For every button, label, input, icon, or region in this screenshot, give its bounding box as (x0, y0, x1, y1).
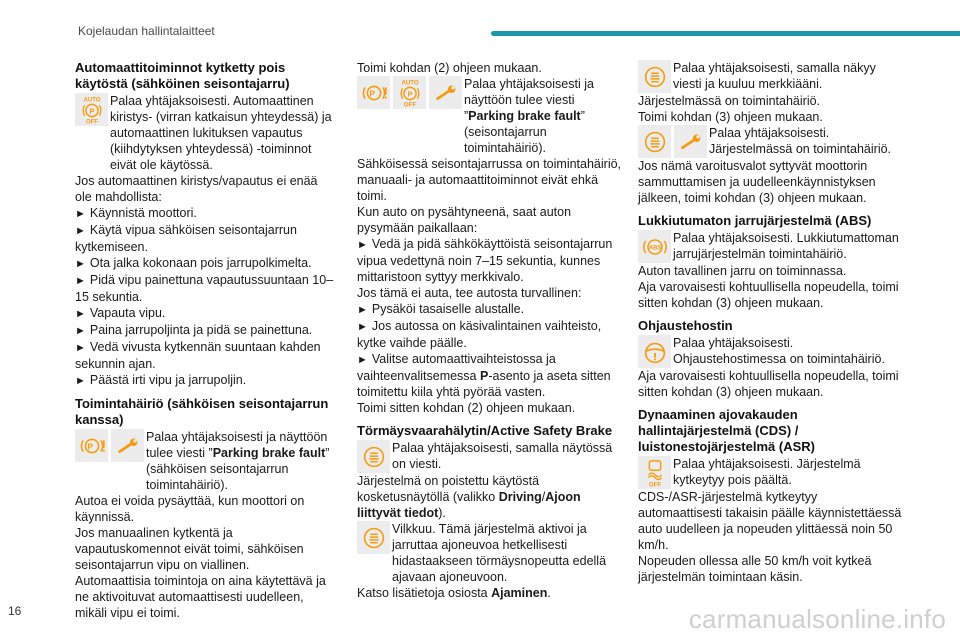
list-item: ► Pysäköi tasaiselle alustalle. (357, 302, 525, 316)
parking-fault-indicator-row (357, 76, 623, 156)
cds-indicator-row (638, 456, 902, 489)
stability-control-off-icon (638, 456, 671, 489)
arrow-icon: ► (75, 258, 86, 270)
collision-fault-row (638, 60, 902, 93)
list-item: ► Ota jalka kokonaan pois jarrupolkimelta. (75, 256, 312, 270)
auto-p-off-icon (75, 93, 108, 126)
service-wrench-icon (111, 429, 144, 462)
collision-p1: Järjestelmä on poistettu käytöstä kosketusnäytöllä (valikko Driving/Ajoon liittyvät tiedot). (357, 474, 581, 520)
collision-warning-icon (357, 521, 390, 554)
collision-indicator-row (357, 440, 623, 473)
page-header (0, 0, 960, 52)
watermark: carmanualsonline.info (688, 604, 946, 634)
steering-p1: Aja varovaisesti kohtuullisella nopeudella, toimi sitten kohdan (3) ohjeen mukaan. (638, 369, 899, 399)
page-number: 16 (8, 604, 22, 618)
fault-p2: Jos manuaalinen kytkentä ja vapautuskomennot eivät toimi, sähköisen seisontajarrun vipu on viallinen. (75, 526, 304, 572)
collision-warning-icon (638, 125, 671, 158)
arrow-icon: ► (75, 275, 86, 287)
fault-p3: Automaattisia toimintoja on aina käytettävä ja ne aktivoituvat automaattisesti uudelleen, mikäli vipu ei toimi. (75, 574, 326, 620)
list-item: ► Vapauta vipu. (75, 306, 166, 320)
col2-p3: Jos tämä ei auta, tee autosta turvallinen: (357, 286, 582, 300)
collision-p2: Katso lisätietoja osiosta Ajaminen. (357, 586, 551, 600)
heading-collision-warning: Törmäysvaarahälytin/Active Safety Brake (357, 423, 613, 438)
auto-off-description: Palaa yhtäjaksoisesti. Automaattinen kiristys- (virran katkaisun yhteydessä) ja automaattinen lukituksen vapautus (kiihdytyksen yhteydessä) -toiminnot eivät ole käytössä. (110, 94, 332, 172)
collision-description: Palaa yhtäjaksoisesti, samalla näytössä on viesti. (392, 441, 613, 471)
section-title: Kojelaudan hallintalaitteet (78, 24, 215, 38)
abs-icon (638, 230, 671, 263)
parking-brake-warning-icon (75, 429, 108, 462)
collision-flashing-row (357, 521, 623, 585)
steering-wheel-warning-icon (638, 335, 671, 368)
list-item: ► Paina jarrupoljinta ja pidä se painettuna. (75, 323, 313, 337)
heading-cds-asr: Dynaaminen ajovakauden hallintajärjestelmä (CDS) / luistonestojärjestelmä (ASR) (638, 407, 815, 454)
col2-p1: Sähköisessä seisontajarrussa on toimintahäiriö, manuaali- ja automaattitoiminnot eivät ehkä toimi. (357, 157, 622, 203)
auto-p1: Jos automaattinen kiristys/vapautus ei enää ole mahdollista: (75, 174, 318, 204)
heading-auto-functions-off: Automaattitoiminnot kytketty pois käytöstä (sähköinen seisontajarru) (75, 60, 290, 91)
col3-p1: Järjestelmässä on toimintahäiriö. (638, 94, 821, 108)
collision-wrench-description: Palaa yhtäjaksoisesti. Järjestelmässä on toimintahäiriö. (709, 126, 892, 156)
arrow-icon: ► (357, 239, 368, 251)
parking-brake-warning-icon (357, 76, 390, 109)
col3-p3: Jos nämä varoitusvalot syttyvät moottorin sammuttamisen ja uudelleenkäynnistyksen jälkeen, toimi kohdan (3) ohjeen mukaan. (638, 159, 876, 205)
col2-intro: Toimi kohdan (2) ohjeen mukaan. (357, 61, 542, 75)
steering-indicator-row (638, 335, 902, 368)
fault-description: Palaa yhtäjaksoisesti ja näyttöön tulee viesti ”Parking brake fault” (sähköisen seisontajarrun toimintahäiriö). (146, 430, 330, 492)
service-wrench-icon (429, 76, 462, 109)
heading-power-steering: Ohjaustehostin (638, 318, 733, 333)
collision-warning-icon (638, 60, 671, 93)
service-wrench-icon (674, 125, 707, 158)
steering-description: Palaa yhtäjaksoisesti. Ohjaustehostimessa on toimintahäiriö. (673, 336, 885, 366)
collision-flashing-description: Vilkkuu. Tämä järjestelmä aktivoi ja jarruttaa ajoneuvoa hetkellisesti hidastaakseen törmäysnopeutta edellä ajavaan ajoneuvoon. (392, 522, 607, 584)
arrow-icon: ► (75, 308, 86, 320)
list-item: ► Käytä vipua sähköisen seisontajarrun kytkemiseen. (75, 223, 297, 254)
collision-warning-icon (357, 440, 390, 473)
col2-p2: Kun auto on pysähtyneenä, saat auton pysymään paikallaan: (357, 205, 572, 235)
arrow-icon: ► (75, 325, 86, 337)
arrow-icon: ► (75, 375, 86, 387)
arrow-icon: ► (357, 304, 368, 316)
list-item: ► Pidä vipu painettuna vapautussuuntaan 10–15 sekuntia. (75, 273, 334, 304)
cds-p2: Nopeuden ollessa alle 50 km/h voit kytkeä järjestelmän toimintaan käsin. (638, 554, 872, 584)
arrow-icon: ► (75, 225, 86, 237)
column-2 (357, 60, 623, 601)
collision-wrench-row (638, 125, 902, 158)
col2-p4: Toimi sitten kohdan (2) ohjeen mukaan. (357, 401, 576, 415)
col3-p2: Toimi kohdan (3) ohjeen mukaan. (638, 110, 823, 124)
heading-abs: Lukkiutumaton jarrujärjestelmä (ABS) (638, 213, 872, 228)
auto-p-off-icon (393, 76, 426, 109)
arrow-icon: ► (357, 321, 368, 333)
header-accent-bar (491, 31, 960, 36)
arrow-icon: ► (357, 354, 368, 366)
list-item: ► Jos autossa on käsivalintainen vaihteisto, kytke vaihde päälle. (357, 319, 602, 350)
list-item: ► Valitse automaattivaihteistossa ja vaihteenvalitsemessa P-asento ja aseta sitten toimitettu kiila yhtä pyörää vasten. (357, 352, 611, 399)
column-1 (75, 60, 337, 621)
abs-p1: Auton tavallinen jarru on toiminnassa. (638, 264, 847, 278)
cds-description: Palaa yhtäjaksoisesti. Järjestelmä kytkeytyy pois päältä. (673, 457, 861, 487)
fault-p1: Autoa ei voida pysäyttää, kun moottori on käynnissä. (75, 494, 305, 524)
list-item: ► Vedä ja pidä sähkökäyttöistä seisontajarrun vipua vedettynä noin 7–15 sekuntia, kunnes mittaristoon syttyy merkkivalo. (357, 237, 613, 284)
fault-indicator-row (75, 429, 337, 493)
cds-p1: CDS-/ASR-järjestelmä kytkeytyy automaattisesti takaisin päälle käynnistettäessä auto uudelleen ja nopeuden ylittäessä noin 50 km/h. (638, 490, 902, 552)
collision-fault-description: Palaa yhtäjaksoisesti, samalla näkyy viesti ja kuuluu merkkiääni. (673, 61, 876, 91)
abs-indicator-row (638, 230, 902, 263)
list-item: ► Vedä vivusta kytkennän suuntaan kahden sekunnin ajan. (75, 340, 321, 371)
heading-parking-brake-fault: Toimintahäiriö (sähköisen seisontajarrun kanssa) (75, 396, 329, 427)
arrow-icon: ► (75, 342, 86, 354)
abs-p2: Aja varovaisesti kohtuullisella nopeudella, toimi sitten kohdan (3) ohjeen mukaan. (638, 280, 899, 310)
list-item: ► Käynnistä moottori. (75, 206, 197, 220)
abs-description: Palaa yhtäjaksoisesti. Lukkiutumattoman jarrujärjestelmän toimintahäiriö. (673, 231, 899, 261)
arrow-icon: ► (75, 208, 86, 220)
parking-fault-description: Palaa yhtäjaksoisesti ja näyttöön tulee viesti ”Parking brake fault” (seisontajarrun toimintahäiriö). (464, 77, 594, 155)
column-3 (638, 60, 902, 585)
steps-list-1 (75, 205, 337, 389)
list-item: ► Päästä irti vipu ja jarrupoljin. (75, 373, 247, 387)
auto-off-indicator-row (75, 93, 337, 173)
